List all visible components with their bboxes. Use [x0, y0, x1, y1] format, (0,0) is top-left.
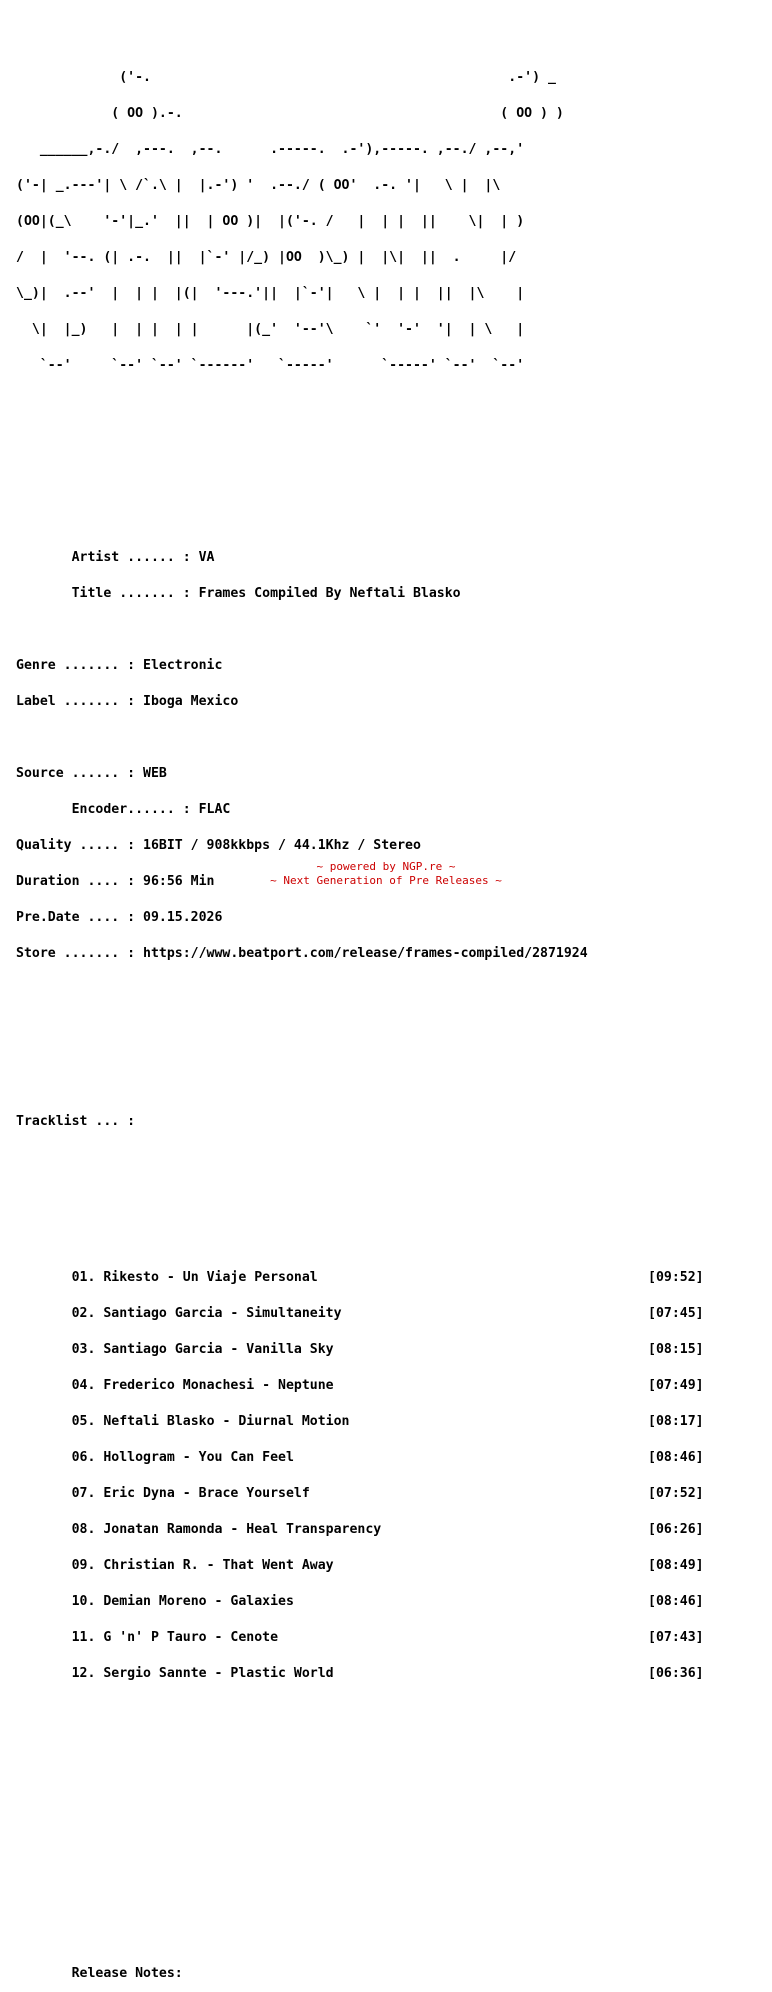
logo-line: \_)| .--' | | | |(| '---.'|| |`-'| \ | | | || |\ | — [16, 286, 525, 301]
artist-line: Artist ...... : VA — [16, 550, 215, 565]
track-duration: [08:49] — [648, 1558, 704, 1573]
track-duration: [07:49] — [648, 1378, 704, 1393]
track-title: Sergio Sannte - Plastic World — [103, 1666, 334, 1681]
source-line: Source ...... : WEB — [16, 766, 167, 781]
track-row — [16, 1524, 704, 1536]
release-notes-heading: Release Notes: — [16, 1966, 183, 1981]
track-duration: [07:43] — [648, 1630, 704, 1645]
track-row — [16, 1452, 704, 1464]
track-number: 09. — [71, 1558, 96, 1573]
track-row — [16, 1632, 704, 1644]
track-title: Jonatan Ramonda - Heal Transparency — [103, 1522, 382, 1537]
track-row — [16, 1596, 704, 1608]
track-duration: [09:52] — [648, 1270, 704, 1285]
track-number: 02. — [71, 1306, 96, 1321]
duration-line: Duration .... : 96:56 Min — [16, 874, 215, 889]
track-number: 03. — [71, 1342, 96, 1357]
track-row — [16, 1488, 704, 1500]
track-duration: [08:17] — [648, 1414, 704, 1429]
track-row — [16, 1416, 704, 1428]
footer-tagline: ~ Next Generation of Pre Releases ~ — [270, 874, 502, 887]
logo-line: ('-. .-') _ — [16, 70, 556, 85]
nfo-document — [16, 24, 704, 1992]
store-line: Store ....... : https://www.beatport.com/release/frames-compiled/2871924 — [16, 946, 588, 961]
track-row — [16, 1380, 704, 1392]
tracklist — [16, 1248, 704, 1704]
tracklist-heading: Tracklist ... : — [16, 1114, 136, 1129]
logo-line: / | '--. (| .-. || |`-' |/_) |OO )\_) | |\| || . |/ — [16, 250, 517, 265]
genre-line: Genre ....... : Electronic — [16, 658, 223, 673]
track-number: 11. — [71, 1630, 96, 1645]
track-duration: [07:45] — [648, 1306, 704, 1321]
track-number: 04. — [71, 1378, 96, 1393]
logo-line: ______,-./ ,---. ,--. .-----. .-'),-----. ,--./ ,--,' — [16, 142, 525, 157]
track-number: 01. — [71, 1270, 96, 1285]
label-line: Label ....... : Iboga Mexico — [16, 694, 239, 709]
track-title: Demian Moreno - Galaxies — [103, 1594, 294, 1609]
track-title: Christian R. - That Went Away — [103, 1558, 334, 1573]
track-row — [16, 1272, 704, 1284]
track-number: 12. — [71, 1666, 96, 1681]
track-duration: [08:15] — [648, 1342, 704, 1357]
track-title: Santiago Garcia - Vanilla Sky — [103, 1342, 334, 1357]
track-duration: [08:46] — [648, 1450, 704, 1465]
track-row — [16, 1560, 704, 1572]
track-title: Eric Dyna - Brace Yourself — [103, 1486, 310, 1501]
predate-line: Pre.Date .... : 09.15.2026 — [16, 910, 223, 925]
track-title: G 'n' P Tauro - Cenote — [103, 1630, 279, 1645]
track-title: Santiago Garcia - Simultaneity — [103, 1306, 342, 1321]
track-row — [16, 1308, 704, 1320]
track-title: Frederico Monachesi - Neptune — [103, 1378, 334, 1393]
track-row — [16, 1344, 704, 1356]
encoder-line: Encoder...... : FLAC — [16, 802, 231, 817]
track-duration: [06:36] — [648, 1666, 704, 1681]
track-duration: [08:46] — [648, 1594, 704, 1609]
footer-powered-by: ~ powered by NGP.re ~ — [316, 860, 456, 873]
logo-line: (OO|(_\ '-'|_.' || | OO )| |('-. / | | | || \| | ) — [16, 214, 525, 229]
track-title: Neftali Blasko - Diurnal Motion — [103, 1414, 350, 1429]
logo-line: `--' `--' `--' `------' `-----' `-----' `--' `--' — [16, 358, 525, 373]
track-row — [16, 1668, 704, 1680]
logo-line: ('-| _.---'| \ /`.\ | |.-') ' .--./ ( OO' .-. '| \ | |\ — [16, 178, 501, 193]
logo-ascii-art — [16, 48, 704, 396]
track-number: 08. — [71, 1522, 96, 1537]
title-line: Title ....... : Frames Compiled By Neftali Blasko — [16, 586, 461, 601]
logo-line: \| |_) | | | | | |(_' '--'\ `' '-' '| | \ | — [16, 322, 525, 337]
track-number: 05. — [71, 1414, 96, 1429]
track-duration: [06:26] — [648, 1522, 704, 1537]
track-title: Rikesto - Un Viaje Personal — [103, 1270, 318, 1285]
logo-line: ( OO ).-. ( OO ) ) — [16, 106, 564, 121]
footer — [0, 860, 772, 888]
track-number: 06. — [71, 1450, 96, 1465]
quality-line: Quality ..... : 16BIT / 908kkbps / 44.1Khz / Stereo — [16, 838, 421, 853]
track-duration: [07:52] — [648, 1486, 704, 1501]
track-number: 07. — [71, 1486, 96, 1501]
track-title: Hollogram - You Can Feel — [103, 1450, 294, 1465]
track-number: 10. — [71, 1594, 96, 1609]
